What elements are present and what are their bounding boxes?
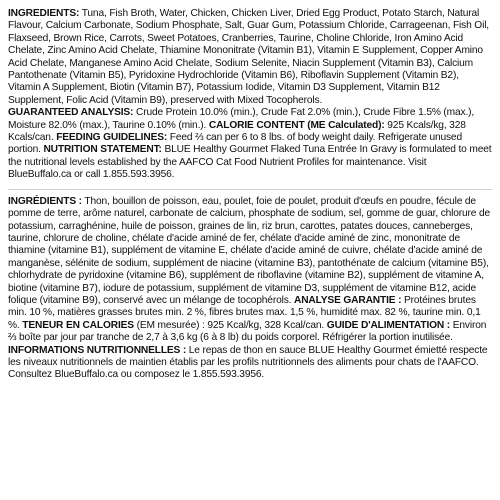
ingredients-heading-fr: INGRÉDIENTS : <box>8 195 82 207</box>
nutrition-heading-en: NUTRITION STATEMENT: <box>43 144 162 156</box>
nutrition-text-en: BLUE Healthy Gourmet Flaked Tuna Entrée In Gravy is formulated to meet the nutritional levels established by the AAFCO Cat Food Nutrient Profiles for maintenance. Visit BlueBuffalo.ca or call 1.855.593.3956. <box>8 144 492 181</box>
feeding-text-fr: Environ ⅔ boîte par jour par tranche de 2,7 à 3,6 kg (6 à 8 lb) du poids corporel. Réfrigérer la portion inutilisée. <box>8 319 487 344</box>
english-section <box>8 8 492 107</box>
ingredients-text-fr: Thon, bouillon de poisson, eau, poulet, foie de poulet, produit d'œufs en poudre, fécule de pomme de terre, arôme naturel, carbonate de calcium, phosphate de sodium, sel, gomme de guar, chlorure de potassium, carraghénine, huile de poisson, graines de lin, riz brun, carottes, patates douces, canneberges, taurine, chlorure de choline, chélate d'acide aminé de fer, chélate d'acide aminé de zinc, mononitrate de thiamine (vitamine B1), supplément de vitamine E, chélate d'acide aminé de cuivre, chélate d'acide aminé de manganèse, sélénite de sodium, supplément de niacine (vitamine B3), pantothénate de calcium (vitamine B5), chlorhydrate de pyridoxine (vitamine B6), supplément de riboflavine (vitamine B2), supplément de vitamine A, biotine (vitamine B7), iodure de potassium, supplément de vitamine D3, supplément de vitamine B12, acide folique (vitamine B9), conservé avec un mélange de tocophérols. <box>8 195 491 306</box>
analysis-text-en: Crude Protein 10.0% (min.), Crude Fat 2.0% (min.), Crude Fibre 1.5% (max.), Moisture 82.0% (max.), Taurine 0.10% (min.). <box>8 107 475 131</box>
ingredients-heading-en: INGREDIENTS: <box>8 8 80 19</box>
calorie-heading-en: CALORIE CONTENT (ME Calculated): <box>208 119 385 131</box>
calorie-heading-fr: TENEUR EN CALORIES <box>22 319 134 331</box>
nutrition-heading-fr: INFORMATIONS NUTRITIONNELLES : <box>8 344 187 356</box>
feeding-text-en: Feed ⅔ can per 6 to 8 lbs. of body weight daily. Refrigerate unused portion. <box>8 132 462 156</box>
pet-food-label <box>8 8 492 382</box>
ingredients-text-en: Tuna, Fish Broth, Water, Chicken, Chicken Liver, Dried Egg Product, Potato Starch, Natural Flavour, Calcium Carbonate, Sodium Phosphate, Salt, Guar Gum, Potassium Chloride, Carrageenan, Fish Oil, Flaxseed, Brown Rice, Carrots, Sweet Potatoes, Cranberries, Taurine, Choline Chloride, Iron Amino Acid Chelate, Zinc Amino Acid Chelate, Thiamine Mononitrate (Vitamin B1), Vitamin E Supplement, Copper Amino Acid Chelate, Manganese Amino Acid Chelate, Sodium Selenite, Niacin Supplement (Vitamin B3), Calcium Pantothenate (Vitamin B5), Pyridoxine Hydrochloride (Vitamin B6), Riboflavin Supplement (Vitamin B2), Vitamin A Supplement, Biotin (Vitamin B7), Potassium Iodide, Vitamin D3 Supplement, Vitamin B12 Supplement, Folic Acid (Vitamin B9), preserved with Mixed Tocopherols. <box>8 8 489 106</box>
calorie-text-en: 925 Kcals/kg, 328 Kcals/can. <box>8 119 466 144</box>
nutrition-text-fr: Le repas de thon en sauce BLUE Healthy Gourmet émietté respecte les niveaux nutritionnels de maintien établis par les profils nutritionnels des aliments pour chats de l'AAFCO. Consultez BlueBuffalo.ca ou composez le 1.855.593.3956. <box>8 344 488 381</box>
analysis-text-fr: Protéines brutes min. 10 %, matières grasses brutes min. 2 %, fibres brutes max. 1,5 %, humidité max. 82 %, taurine min. 0,1 %. <box>8 294 481 331</box>
french-section <box>8 196 492 382</box>
analysis-heading-en: GUARANTEED ANALYSIS: <box>8 107 134 119</box>
feeding-heading-fr: GUIDE D'ALIMENTATION : <box>326 319 451 331</box>
feeding-heading-en: FEEDING GUIDELINES: <box>56 132 168 144</box>
english-analysis-section <box>8 107 492 181</box>
analysis-heading-fr: ANALYSE GARANTIE : <box>294 294 402 306</box>
section-divider <box>8 189 492 190</box>
calorie-text-fr: (EM mesurée) : 925 Kcal/kg, 328 Kcal/can. <box>133 319 327 331</box>
